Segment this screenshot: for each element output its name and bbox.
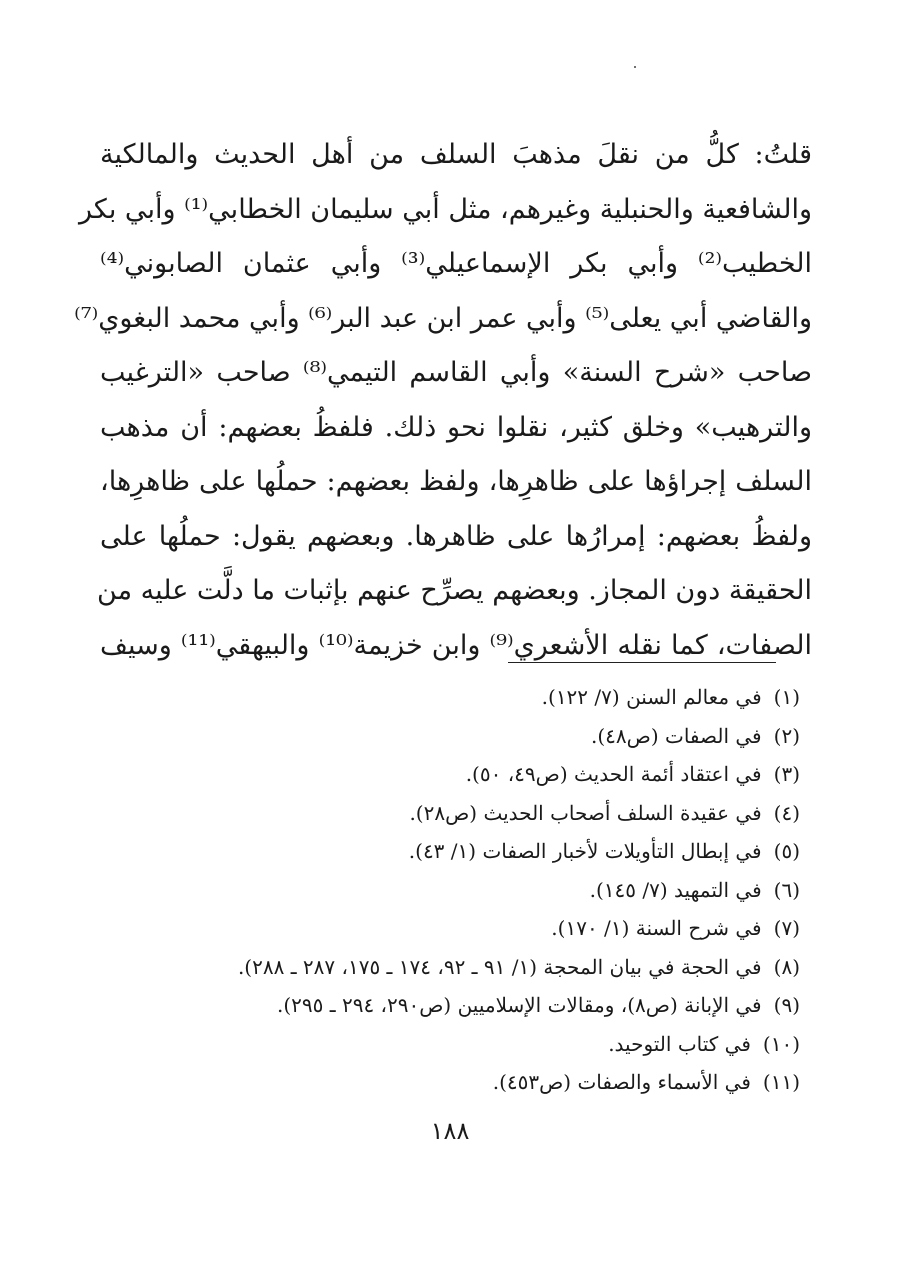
footnote-item [80, 948, 800, 987]
footnote-separator [508, 662, 776, 663]
footnote-number: (١٠) [762, 1031, 800, 1056]
text-line: ولفظُ بعضهم: إمرارُها على ظاهرها. وبعضهم يقول: حملُها على [100, 520, 812, 552]
footnote-text: في عقيدة السلف أصحاب الحديث (ص٢٨). [409, 800, 762, 825]
footnote-item [80, 1025, 800, 1064]
text-line: والقاضي أبي يعلى⁽⁵⁾ وأبي عمر ابن عبد البر⁽⁶⁾ وأبي محمد البغوي⁽⁷⁾ [74, 302, 812, 334]
text-line: والترهيب» وخلق كثير، نقلوا نحو ذلك. فلفظُ بعضهم: أن مذهب [100, 411, 812, 443]
text-line: الصفات، كما نقله الأشعري⁽⁹⁾ وابن خزيمة⁽¹⁰⁾ والبيهقي⁽¹¹⁾ وسيف [100, 629, 812, 661]
footnote-item [80, 755, 800, 794]
footnote-number: (١) [773, 685, 800, 709]
footnote-number: (٢) [773, 723, 800, 748]
footnote-item [80, 717, 800, 756]
footnote-text: في اعتقاد أئمة الحديث (ص٤٩، ٥٠). [465, 762, 762, 786]
footnote-item [80, 1063, 800, 1102]
footnote-item [80, 909, 800, 948]
footnote-text: في الأسماء والصفات (ص٤٥٣). [492, 1070, 751, 1094]
footnote-number: (١١) [762, 1070, 800, 1094]
footnote-number: (٥) [773, 839, 800, 863]
footnote-text: في كتاب التوحيد. [608, 1031, 751, 1056]
page-number: ١٨٨ [430, 1117, 470, 1145]
text-line: قلتُ: كلُّ من نقلَ مذهبَ السلف من أهل الحديث والمالكية [100, 139, 812, 170]
text-line: والشافعية والحنبلية وغيرهم، مثل أبي سليمان الخطابي⁽¹⁾ وأبي بكر [79, 193, 812, 225]
footnotes-list [80, 678, 800, 1102]
footnote-text: في إبطال التأويلات لأخبار الصفات (١/ ٤٣). [408, 839, 762, 863]
scan-speck [634, 66, 636, 68]
footnote-item [80, 678, 800, 717]
footnote-text: في شرح السنة (١/ ١٧٠). [551, 916, 762, 940]
footnote-text: في التمهيد (٧/ ١٤٥). [589, 877, 762, 902]
text-line: السلف إجراؤها على ظاهرِها، ولفظ بعضهم: حملُها على ظاهرِها، [100, 466, 812, 497]
footnote-item [80, 832, 800, 871]
footnote-number: (٩) [773, 993, 800, 1017]
footnote-item [80, 794, 800, 833]
text-line: الحقيقة دون المجاز. وبعضهم يصرِّح عنهم بإثبات ما دلَّت عليه من [97, 575, 812, 606]
footnote-text: في معالم السنن (٧/ ١٢٢). [541, 685, 762, 709]
footnote-number: (٨) [773, 954, 800, 979]
footnote-number: (٧) [773, 916, 800, 940]
footnote-item [80, 871, 800, 910]
footnote-number: (٦) [773, 877, 800, 902]
footnote-text: في الصفات (ص٤٨). [591, 723, 762, 748]
main-text-block [74, 128, 812, 673]
footnote-text: في الإبانة (ص٨)، ومقالات الإسلاميين (ص٢٩٠، ٢٩٤ ـ ٢٩٥). [276, 993, 762, 1017]
footnote-item [80, 986, 800, 1025]
footnote-text: في الحجة في بيان المحجة (١/ ٩١ ـ ٩٢، ١٧٤ ـ ١٧٥، ٢٨٧ ـ ٢٨٨). [237, 954, 762, 979]
footnote-number: (٣) [773, 762, 800, 786]
footnote-number: (٤) [773, 800, 800, 825]
text-line: صاحب «شرح السنة» وأبي القاسم التيمي⁽⁸⁾ صاحب «الترغيب [100, 357, 812, 388]
text-line: الخطيب⁽²⁾ وأبي بكر الإسماعيلي⁽³⁾ وأبي عثمان الصابوني⁽⁴⁾ [100, 248, 812, 279]
